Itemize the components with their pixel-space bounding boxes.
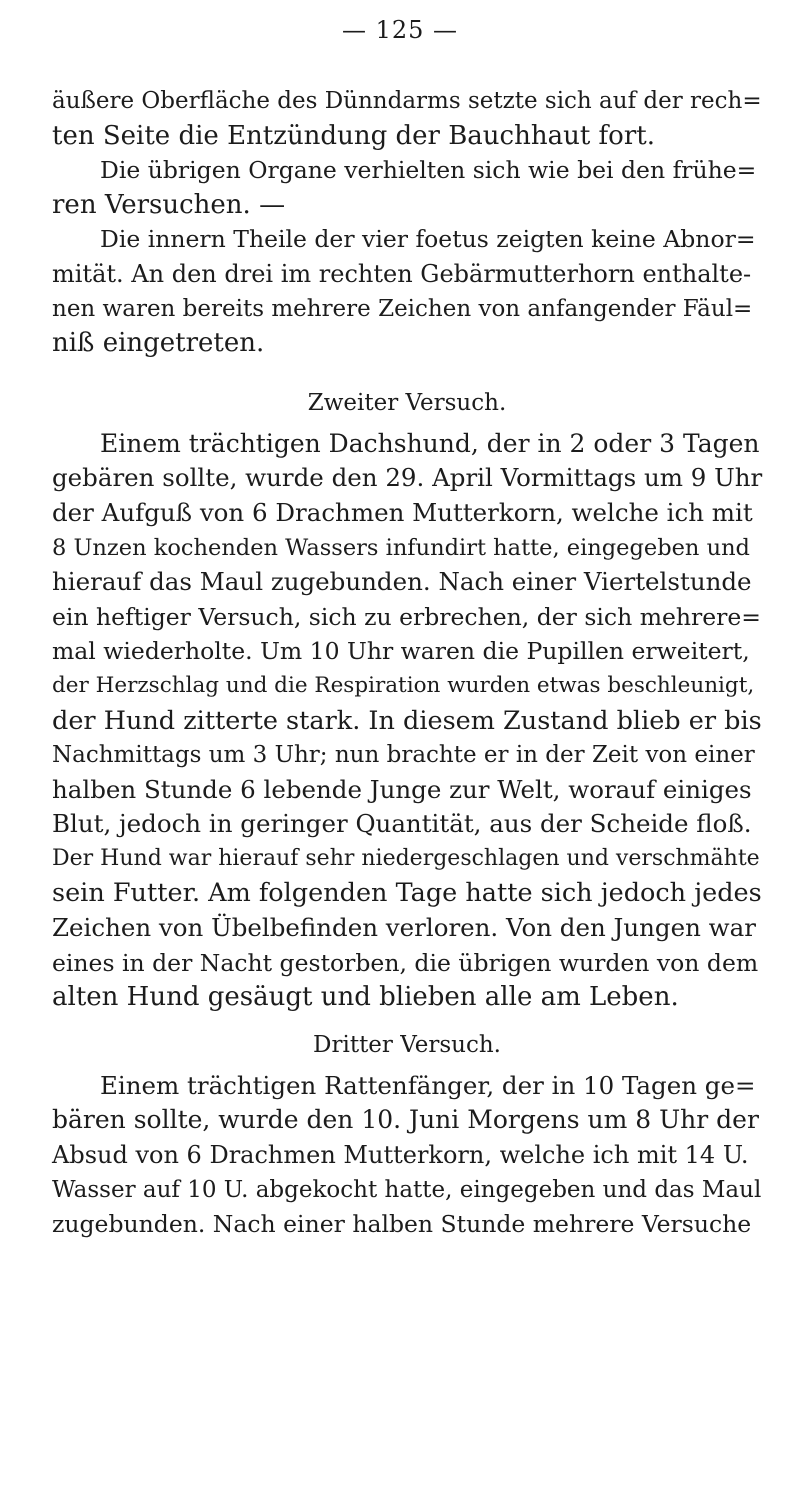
- section-heading-zweiter-versuch: Zweiter Versuch.: [307, 389, 507, 416]
- text-line: Die übrigen Organe verhielten sich wie bei den frühe=: [100, 156, 757, 185]
- text-line: niß eingetreten.: [52, 328, 265, 359]
- text-line: bären sollte, wurde den 10. Juni Morgens um 8 Uhr der: [52, 1105, 759, 1135]
- text-line: Nachmittags um 3 Uhr; nun brachte er in der Zeit von einer: [52, 742, 755, 769]
- text-line: Absud von 6 Drachmen Mutterkorn, welche ich mit 14 U.: [52, 1141, 749, 1170]
- text-line: mal wiederholte. Um 10 Uhr waren die Pupillen erweitert,: [52, 637, 750, 666]
- text-line: mität. An den drei im rechten Gebärmutterhorn enthalte-: [52, 259, 752, 288]
- text-line: ren Versuchen. —: [52, 189, 286, 220]
- text-line: ten Seite die Entzündung der Bauchhaut fort.: [52, 120, 655, 151]
- text-line: der Herzschlag und die Respiration wurden etwas beschleunigt,: [52, 672, 755, 698]
- text-line: Einem trächtigen Rattenfänger, der in 10 Tagen ge=: [100, 1070, 756, 1100]
- text-line: gebären sollte, wurde den 29. April Vormittags um 9 Uhr: [52, 463, 763, 493]
- section-heading-dritter-versuch: Dritter Versuch.: [313, 1031, 501, 1058]
- text-line: hierauf das Maul zugebunden. Nach einer Viertelstunde: [52, 567, 752, 597]
- text-line: nen waren bereits mehrere Zeichen von anfangender Fäul=: [52, 295, 753, 322]
- text-line: eines in der Nacht gestorben, die übrigen wurden von dem: [52, 948, 759, 977]
- body-text: [52, 84, 762, 1242]
- text-line: Blut, jedoch in geringer Quantität, aus der Scheide floß.: [52, 809, 752, 839]
- text-line: ein heftiger Versuch, sich zu erbrechen, der sich mehrere=: [52, 602, 761, 631]
- text-line: zugebunden. Nach einer halben Stunde mehrere Versuche: [52, 1210, 752, 1239]
- text-line: Wasser auf 10 U. abgekocht hatte, eingegeben und das Maul: [52, 1176, 762, 1203]
- text-line: sein Futter. Am folgenden Tage hatte sich jedoch jedes: [52, 878, 762, 909]
- text-line: Zeichen von Übelbefinden verloren. Von den Jungen war: [52, 913, 756, 943]
- text-line: Der Hund war hierauf sehr niedergeschlagen und verschmähte: [52, 845, 760, 871]
- text-line: äußere Oberfläche des Dünndarms setzte sich auf der rech=: [52, 88, 762, 114]
- text-line: der Hund zitterte stark. In diesem Zustand blieb er bis: [52, 705, 762, 736]
- page-number: — 125 —: [341, 16, 459, 44]
- text-line: Die innern Theile der vier foetus zeigten keine Abnor=: [100, 225, 756, 254]
- text-line: der Aufguß von 6 Drachmen Mutterkorn, welche ich mit: [52, 497, 753, 527]
- text-line: 8 Unzen kochenden Wassers infundirt hatte, eingegeben und: [52, 534, 750, 561]
- text-line: halben Stunde 6 lebende Junge zur Welt, worauf einiges: [52, 774, 752, 804]
- text-line: Einem trächtigen Dachshund, der in 2 oder 3 Tagen: [100, 428, 760, 458]
- text-line: alten Hund gesäugt und blieben alle am Leben.: [52, 982, 679, 1013]
